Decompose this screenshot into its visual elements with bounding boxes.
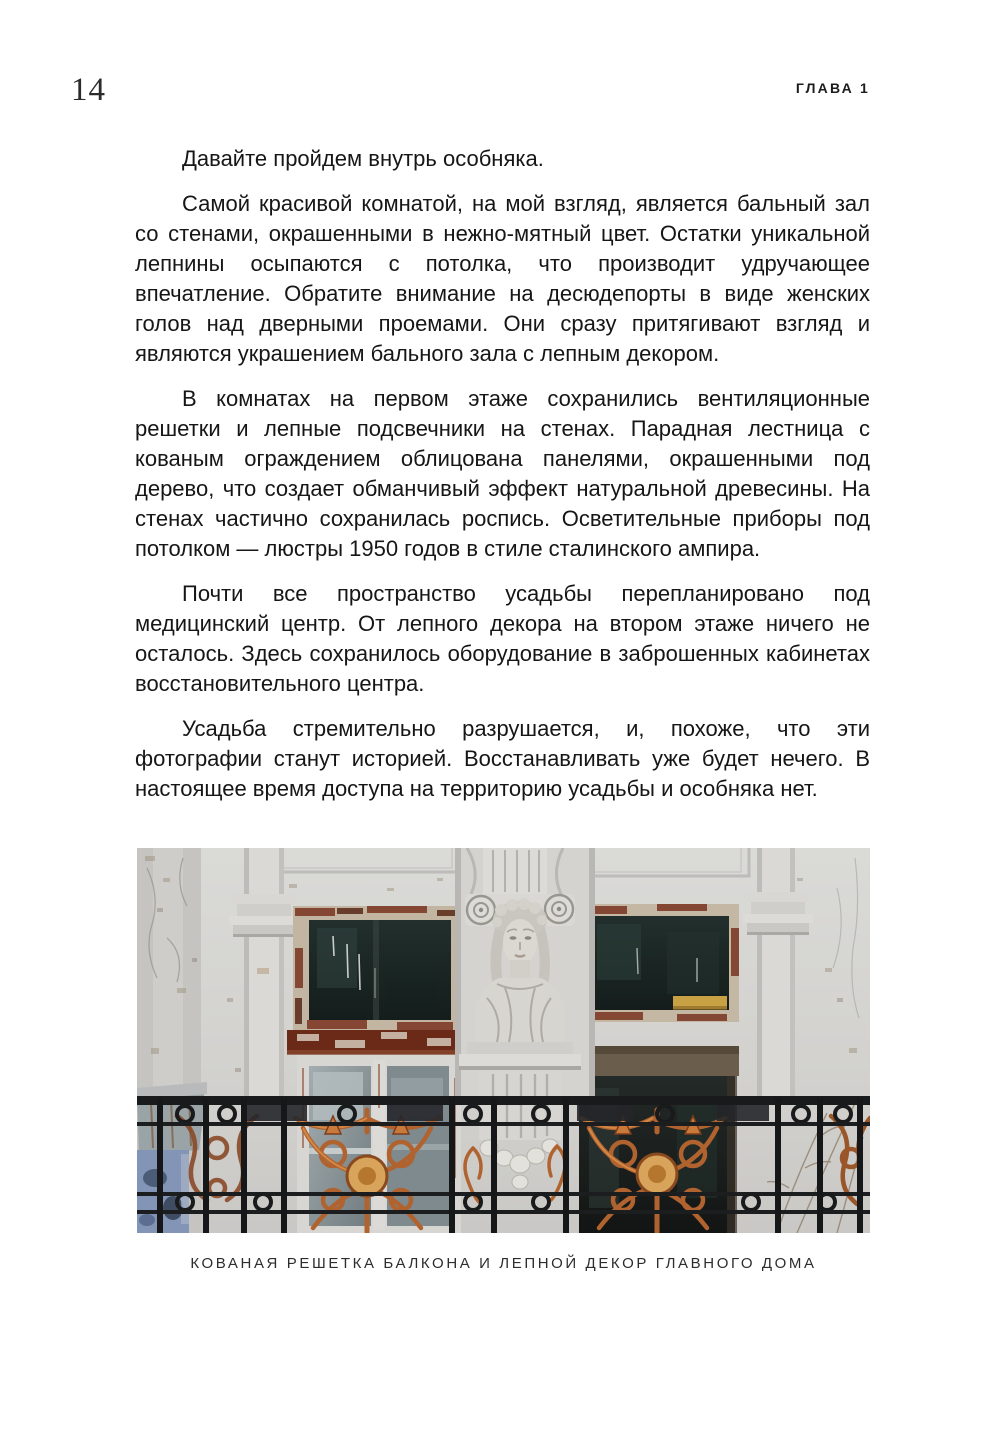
photo-right-window-upper	[575, 904, 739, 1022]
page-number: 14	[71, 72, 106, 108]
chapter-header: ГЛАВА 1	[795, 80, 870, 96]
paragraph: Давайте пройдем внутрь особняка.	[182, 146, 544, 171]
paragraph: Почти все пространство усадьбы перепланировано под медицинский центр. От лепного декора на втором этаже ничего не осталось. Здесь сохранилось оборудование в заброшенных кабинетах восстановительного центра.	[135, 581, 870, 696]
photo-left-window-lower	[297, 1055, 461, 1233]
facade-photo	[137, 848, 870, 1233]
photo-caption: КОВАНАЯ РЕШЕТКА БАЛКОНА И ЛЕПНОЙ ДЕКОР ГЛАВНОГО ДОМА	[190, 1255, 817, 1272]
paragraph: Усадьба стремительно разрушается, и, похоже, что эти фотографии станут историей. Восстанавливать уже будет нечего. В настоящее время доступа на территорию усадьбы и особняка нет.	[135, 716, 870, 801]
paragraph: Самой красивой комнатой, на мой взгляд, является бальный зал со стенами, окрашенными в нежно-мятный цвет. Остатки уникальной лепнины осыпаются с потолка, что производит удручающее впечатление. Обратите внимание на десюдепорты в виде женских голов над дверными проемами. Они сразу притягивают взгляд и являются украшением бального зала с лепным декором.	[135, 191, 870, 366]
facade-photo-figure	[137, 848, 870, 1272]
photo-left-window-upper	[293, 906, 467, 1032]
paragraph: В комнатах на первом этаже сохранились вентиляционные решетки и лепные подсвечники на стенах. Парадная лестница с кованым ограждением облицована панелями, окрашенными под дерево, что создает обманчивый эффект натуральной древесины. На стенах частично сохранилась роспись. Осветительные приборы под потолком — люстры 1950 годов в стиле сталинского ампира.	[135, 386, 870, 561]
body-text	[135, 144, 870, 819]
photo-rust-band	[287, 1030, 472, 1055]
